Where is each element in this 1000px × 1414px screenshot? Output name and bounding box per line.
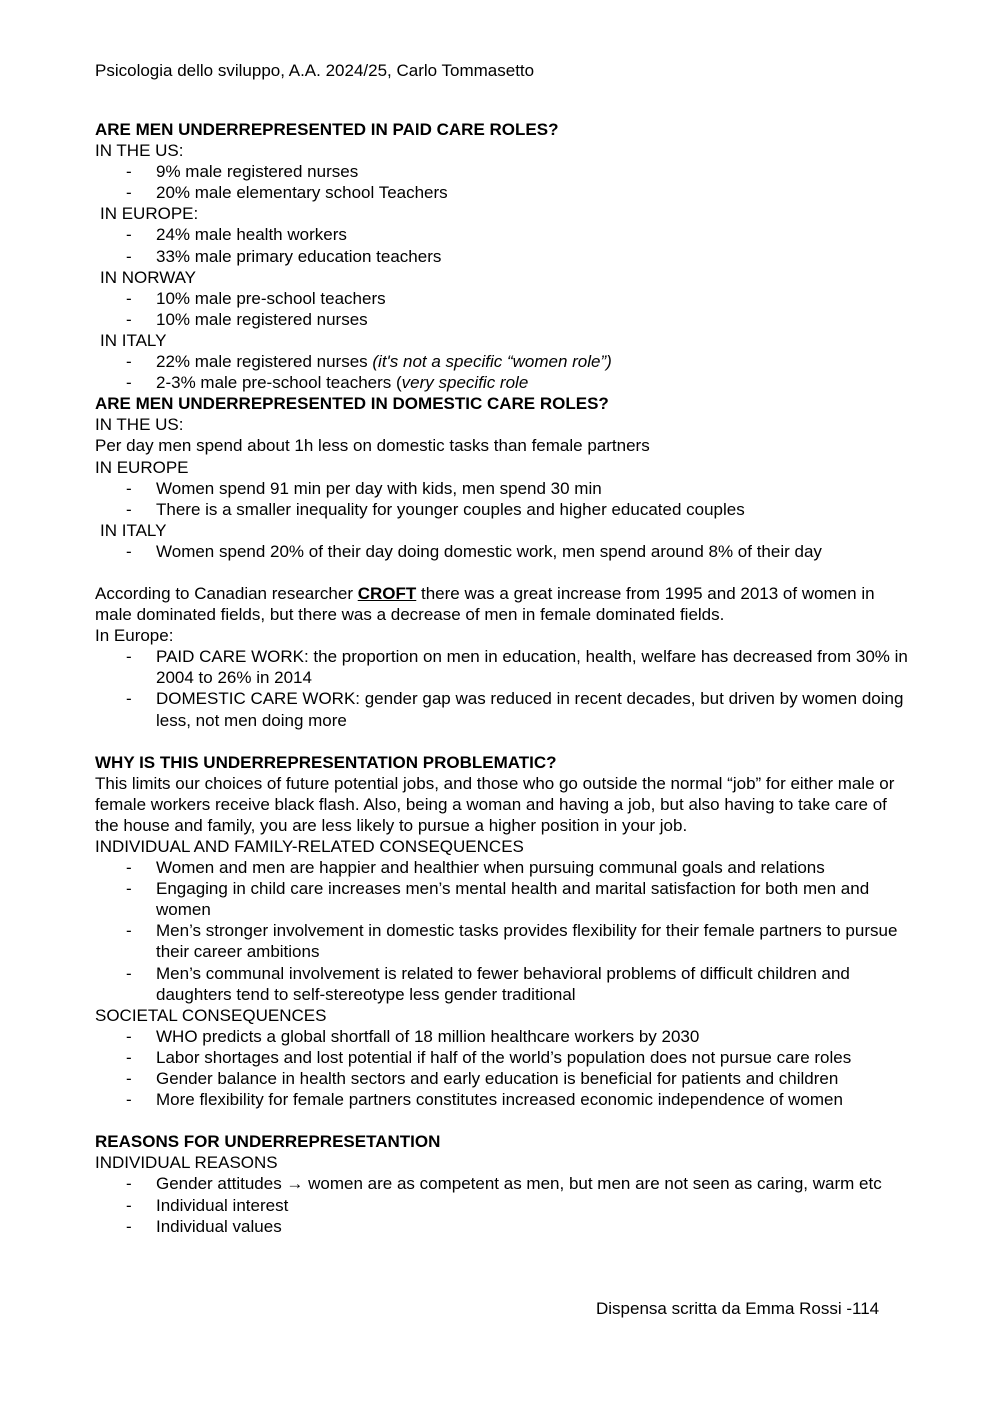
- section-heading-reasons: REASONS FOR UNDERREPRESETANTION: [95, 1132, 441, 1152]
- list-paid-italy: [95, 351, 915, 393]
- list-societal-consequences: [95, 1026, 915, 1110]
- subheading-societal-consequences: SOCIETAL CONSEQUENCES: [95, 1005, 327, 1025]
- list-item: [95, 372, 915, 393]
- list-individual-reasons: [95, 1173, 915, 1236]
- region-label-europe: In Europe:: [95, 626, 174, 646]
- list-item: - Engaging in child care increases men’s mental health and marital satisfaction for both men and women: [95, 878, 915, 920]
- arrow-icon: →: [286, 1174, 304, 1194]
- list-item: - 10% male pre-school teachers: [95, 288, 915, 309]
- list-individual-consequences: [95, 857, 915, 1005]
- list-item: - There is a smaller inequality for younger couples and higher educated couples: [95, 499, 915, 520]
- page-header: Psicologia dello sviluppo, A.A. 2024/25, Carlo Tommasetto: [95, 61, 535, 80]
- region-label-us: IN THE US:: [95, 141, 184, 161]
- list-item: - 20% male elementary school Teachers: [95, 182, 915, 203]
- problematic-paragraph: This limits our choices of future potential jobs, and those who go outside the normal “job” for either male or female workers receive black flash. Also, being a woman and having a job, but also having to take care of the house and family, you are less likely to pursue a higher position in your job.: [95, 773, 895, 835]
- list-domestic-europe: [95, 478, 915, 520]
- list-item: - WHO predicts a global shortfall of 18 million healthcare workers by 2030: [95, 1026, 915, 1047]
- item-text: 22% male registered nurses: [156, 352, 373, 372]
- region-label-europe: IN EUROPE:: [100, 204, 199, 224]
- page-footer: Dispensa scritta da Emma Rossi -114: [596, 1299, 880, 1318]
- list-item: - Men’s stronger involvement in domestic tasks provides flexibility for their female partners to pursue their career ambitions: [95, 920, 915, 962]
- subheading-individual-consequences: INDIVIDUAL AND FAMILY-RELATED CONSEQUENCES: [95, 837, 524, 856]
- list-item: - Labor shortages and lost potential if half of the world’s population does not pursue care roles: [95, 1047, 915, 1068]
- item-note: (it's not a specific “women role”): [372, 352, 612, 372]
- list-item: - Gender balance in health sectors and early education is beneficial for patients and children: [95, 1068, 915, 1089]
- item-note: very specific role: [401, 373, 529, 393]
- list-item: - 24% male health workers: [95, 224, 915, 245]
- list-item: - More flexibility for female partners constitutes increased economic independence of women: [95, 1089, 915, 1110]
- subheading-individual-reasons: INDIVIDUAL REASONS: [95, 1153, 278, 1173]
- domestic-us-text: Per day men spend about 1h less on domestic tasks than female partners: [95, 436, 650, 456]
- croft-post: there was a great increase from 1995 and 2013 of women in male dominated fields, but there was a decrease of men in female dominated fields.: [95, 583, 875, 625]
- croft-pre: According to Canadian researcher: [95, 583, 358, 603]
- list-item: - Individual interest: [95, 1195, 915, 1216]
- croft-name: CROFT: [357, 583, 417, 603]
- list-item: - Individual values: [95, 1216, 915, 1237]
- list-item: - Men’s communal involvement is related to fewer behavioral problems of difficult children and daughters tend to self-stereotype less gender traditional: [95, 963, 915, 1005]
- list-paid-europe: [95, 224, 915, 266]
- region-label-norway: IN NORWAY: [100, 267, 197, 287]
- section-heading-problematic: WHY IS THIS UNDERREPRESENTATION PROBLEMATIC?: [95, 752, 557, 772]
- list-item: - DOMESTIC CARE WORK: gender gap was reduced in recent decades, but driven by women doing less, not men doing more: [95, 688, 915, 730]
- list-paid-norway: [95, 288, 915, 330]
- list-item: - 9% male registered nurses: [95, 161, 915, 182]
- list-item: - 33% male primary education teachers: [95, 246, 915, 267]
- list-item: - 10% male registered nurses: [95, 309, 915, 330]
- list-paid-us: [95, 161, 915, 203]
- list-domestic-italy: [95, 541, 915, 562]
- section-heading-domestic-care: ARE MEN UNDERREPRESENTED IN DOMESTIC CARE ROLES?: [95, 394, 609, 414]
- section-heading-paid-care: ARE MEN UNDERREPRESENTED IN PAID CARE ROLES?: [95, 120, 559, 139]
- list-item: - Women spend 91 min per day with kids, men spend 30 min: [95, 478, 915, 499]
- list-item: [95, 351, 915, 372]
- region-label-europe: IN EUROPE: [95, 457, 189, 477]
- region-label-italy: IN ITALY: [100, 330, 167, 350]
- item-text: Gender attitudes: [156, 1174, 287, 1194]
- region-label-italy: IN ITALY: [100, 520, 167, 540]
- item-text: women are as competent as men, but men are not seen as caring, warm etc: [303, 1174, 882, 1194]
- list-item: - PAID CARE WORK: the proportion on men in education, health, welfare has decreased from 30% in 2004 to 26% in 2014: [95, 646, 915, 688]
- list-croft-europe: [95, 646, 915, 730]
- region-label-us: IN THE US:: [95, 415, 184, 435]
- list-item: [95, 1173, 915, 1194]
- document-body: [95, 119, 915, 1237]
- croft-paragraph: [95, 583, 915, 625]
- item-text: 2-3% male pre-school teachers (: [156, 373, 402, 393]
- list-item: - Women and men are happier and healthier when pursuing communal goals and relations: [95, 857, 915, 878]
- list-item: - Women spend 20% of their day doing domestic work, men spend around 8% of their day: [95, 541, 915, 562]
